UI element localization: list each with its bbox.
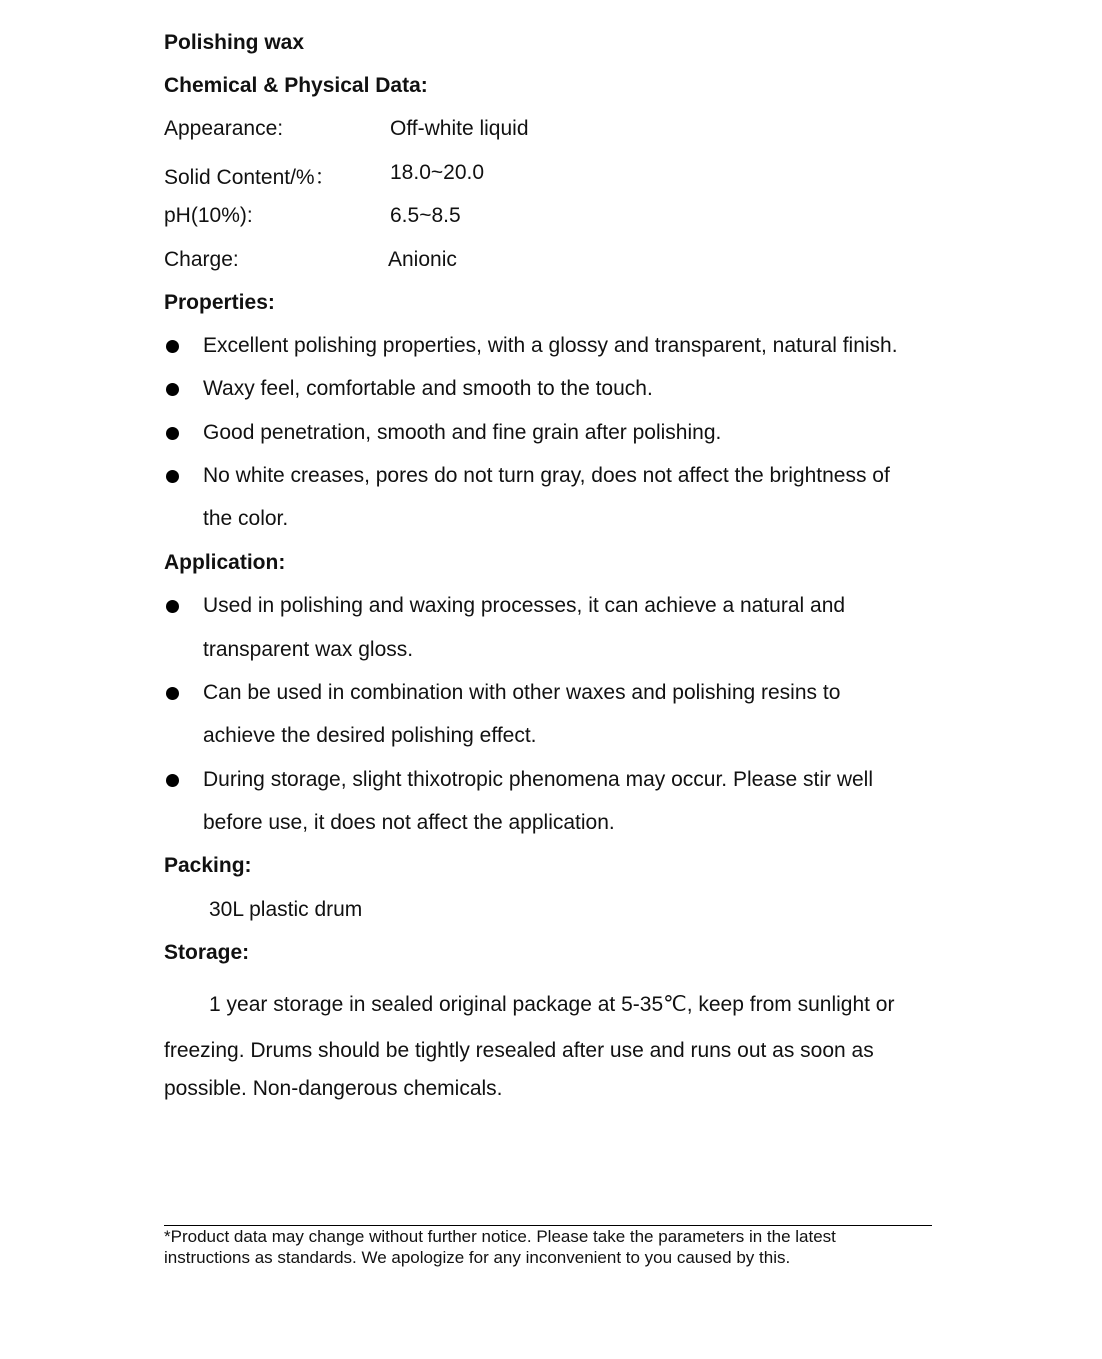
properties-item-4-line-2: the color. (203, 507, 289, 530)
footnote-line-2: instructions as standards. We apologize for any inconvenient to you caused by this. (164, 1248, 791, 1267)
footnote-divider (164, 1225, 932, 1226)
application-item-2-line-2: achieve the desired polishing effect. (203, 724, 537, 747)
spec-value-ph: 6.5~8.5 (390, 204, 461, 227)
chemical-data-heading: Chemical & Physical Data: (164, 74, 428, 97)
application-heading: Application: (164, 551, 286, 574)
packing-heading: Packing: (164, 854, 252, 877)
properties-item-1: Excellent polishing properties, with a glossy and transparent, natural finish. (203, 334, 898, 357)
footnote-line-1: *Product data may change without further notice. Please take the parameters in the latest (164, 1227, 836, 1246)
bullet-icon (166, 774, 179, 787)
bullet-icon (166, 687, 179, 700)
bullet-icon (166, 600, 179, 613)
spec-label-solid-content: Solid Content/%： (164, 166, 336, 189)
packing-text: 30L plastic drum (209, 898, 363, 921)
properties-item-2: Waxy feel, comfortable and smooth to the touch. (203, 377, 653, 400)
application-item-3-line-2: before use, it does not affect the application. (203, 811, 615, 834)
application-item-3-line-1: During storage, slight thixotropic phenomena may occur. Please stir well (203, 768, 873, 791)
spec-value-charge: Anionic (388, 248, 457, 271)
page-title: Polishing wax (164, 31, 305, 54)
spec-label-ph: pH(10%): (164, 204, 253, 227)
bullet-icon (166, 340, 179, 353)
properties-heading: Properties: (164, 291, 275, 314)
bullet-icon (166, 383, 179, 396)
storage-heading: Storage: (164, 941, 250, 964)
properties-item-4-line-1: No white creases, pores do not turn gray, does not affect the brightness of (203, 464, 890, 487)
properties-item-3: Good penetration, smooth and fine grain after polishing. (203, 421, 722, 444)
application-item-1-line-1: Used in polishing and waxing processes, it can achieve a natural and (203, 594, 846, 617)
spec-value-appearance: Off-white liquid (390, 117, 529, 140)
application-item-2-line-1: Can be used in combination with other waxes and polishing resins to (203, 681, 841, 704)
bullet-icon (166, 470, 179, 483)
application-item-1-line-2: transparent wax gloss. (203, 638, 414, 661)
spec-label-charge: Charge: (164, 248, 239, 271)
spec-value-solid-content: 18.0~20.0 (390, 161, 485, 184)
storage-text-line-1: 1 year storage in sealed original package at 5-35℃, keep from sunlight or (209, 993, 895, 1016)
bullet-icon (166, 427, 179, 440)
storage-text-line-3: possible. Non-dangerous chemicals. (164, 1077, 503, 1100)
storage-text-line-2: freezing. Drums should be tightly resealed after use and runs out as soon as (164, 1039, 874, 1062)
spec-label-appearance: Appearance: (164, 117, 284, 140)
